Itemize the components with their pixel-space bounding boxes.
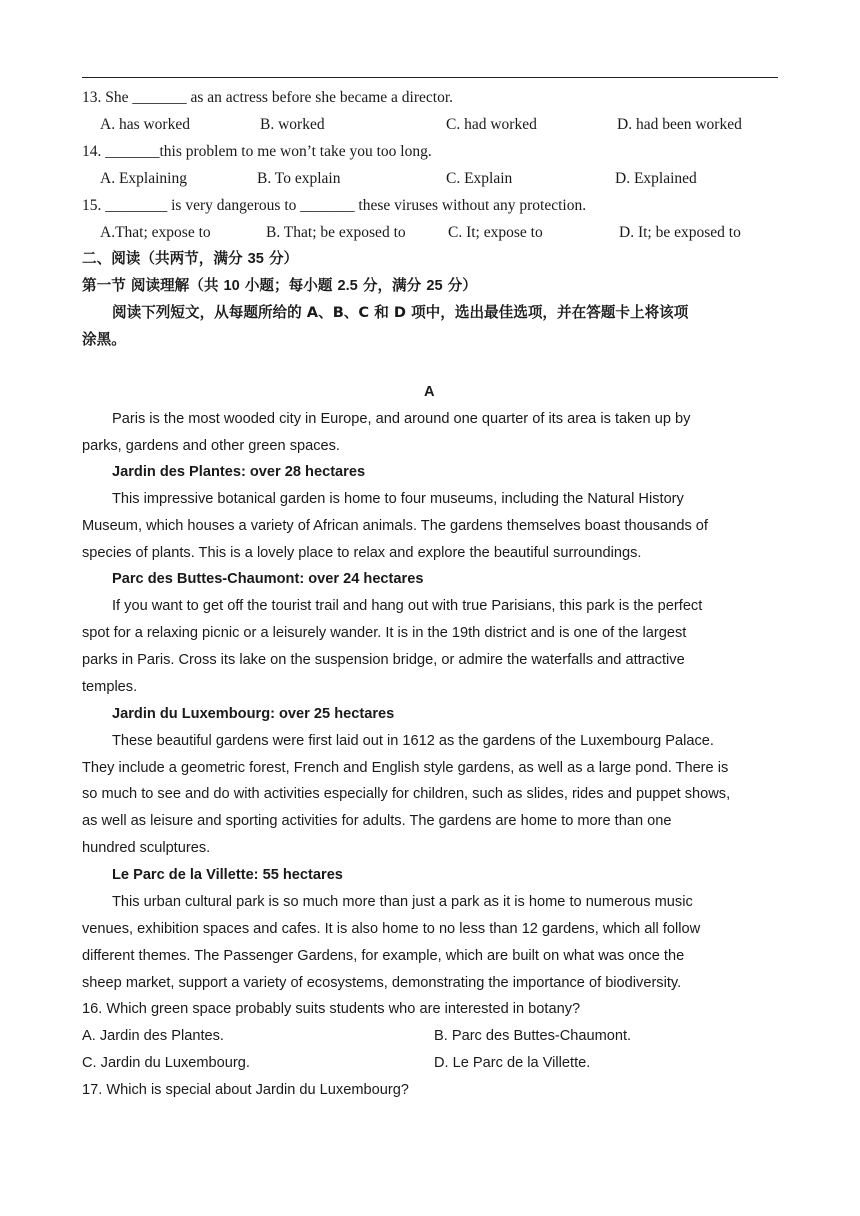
park3-line-5: hundred sculptures. <box>82 840 211 856</box>
park2-line-2: spot for a relaxing picnic or a leisurely wander. It is in the 19th district and is one of the largest <box>82 625 687 641</box>
park-title-la-villette: Le Parc de la Villette: 55 hectares <box>112 867 343 883</box>
park3-line-1: These beautiful gardens were first laid out in 1612 as the gardens of the Luxembourg Palace. <box>112 733 714 749</box>
q14-stem: 14. _______this problem to me won’t take you too long. <box>82 143 432 160</box>
park4-line-3: different themes. The Passenger Gardens, for example, which are built on what was once the <box>82 948 685 964</box>
park3-line-3: so much to see and do with activities especially for children, such as slides, rides and puppet shows, <box>82 786 731 802</box>
park-title-jardin-des-plantes: Jardin des Plantes: over 28 hectares <box>112 464 366 480</box>
intro-line-1: Paris is the most wooded city in Europe, and around one quarter of its area is taken up by <box>112 411 691 427</box>
park4-line-1: This urban cultural park is so much more than just a park as it is home to numerous music <box>112 894 693 910</box>
q15-stem: 15. ________ is very dangerous to _______ these viruses without any protection. <box>82 197 587 214</box>
q13-options <box>100 114 780 136</box>
instruction-line-1: 阅读下列短文，从每题所给的 A、B、C 和 D 项中，选出最佳选项，并在答题卡上将该项 <box>112 304 689 321</box>
q14-option-a[interactable]: A. Explaining <box>100 170 187 187</box>
header-rule <box>82 77 778 78</box>
q15-option-d[interactable]: D. It; be exposed to <box>619 224 741 241</box>
park3-line-4: as well as leisure and sporting activities for adults. The gardens are home to more than one <box>82 813 672 829</box>
q13-option-b[interactable]: B. worked <box>260 116 325 133</box>
q16-option-d[interactable]: D. Le Parc de la Villette. <box>434 1055 591 1071</box>
q15-options <box>100 222 780 244</box>
q13-option-c[interactable]: C. had worked <box>446 116 537 133</box>
instruction-line-2: 涂黑。 <box>82 331 126 348</box>
park-title-luxembourg: Jardin du Luxembourg: over 25 hectares <box>112 706 395 722</box>
section2-heading: 二、阅读（共两节，满分 35 分） <box>82 250 299 267</box>
q16-option-b[interactable]: B. Parc des Buttes-Chaumont. <box>434 1028 632 1044</box>
q13-stem: 13. She _______ as an actress before she became a director. <box>82 89 454 106</box>
q13-option-d[interactable]: D. had been worked <box>617 116 742 133</box>
q14-option-d[interactable]: D. Explained <box>615 170 697 187</box>
park4-line-2: venues, exhibition spaces and cafes. It is also home to no less than 12 gardens, which all follow <box>82 921 701 937</box>
q14-option-b[interactable]: B. To explain <box>257 170 341 187</box>
q17-stem: 17. Which is special about Jardin du Luxembourg? <box>82 1082 409 1098</box>
park4-line-4: sheep market, support a variety of ecosystems, demonstrating the importance of biodiversity. <box>82 975 682 991</box>
q14-option-c[interactable]: C. Explain <box>446 170 513 187</box>
park2-line-3: parks in Paris. Cross its lake on the suspension bridge, or admire the waterfalls and attractive <box>82 652 685 668</box>
q16-option-c[interactable]: C. Jardin du Luxembourg. <box>82 1055 250 1071</box>
park2-line-1: If you want to get off the tourist trail and hang out with true Parisians, this park is the perfect <box>112 598 703 614</box>
q15-option-c[interactable]: C. It; expose to <box>448 224 543 241</box>
q14-options <box>100 168 780 190</box>
q16-option-a[interactable]: A. Jardin des Plantes. <box>82 1028 224 1044</box>
part1-heading: 第一节 阅读理解（共 10 小题；每小题 2.5 分，满分 25 分） <box>82 277 477 294</box>
q13-option-a[interactable]: A. has worked <box>100 116 190 133</box>
intro-line-2: parks, gardens and other green spaces. <box>82 438 340 454</box>
park1-line-2: Museum, which houses a variety of African animals. The gardens themselves boast thousands of <box>82 518 708 534</box>
park3-line-2: They include a geometric forest, French and English style gardens, as well as a large pond. There is <box>82 760 729 776</box>
q16-stem: 16. Which green space probably suits students who are interested in botany? <box>82 1001 581 1017</box>
q15-option-a[interactable]: A.That; expose to <box>100 224 211 241</box>
park-title-buttes-chaumont: Parc des Buttes-Chaumont: over 24 hectares <box>112 571 424 587</box>
park1-line-3: species of plants. This is a lovely place to relax and explore the beautiful surroundings. <box>82 545 642 561</box>
q15-option-b[interactable]: B. That; be exposed to <box>266 224 406 241</box>
park1-line-1: This impressive botanical garden is home to four museums, including the Natural History <box>112 491 684 507</box>
park2-line-4: temples. <box>82 679 138 695</box>
passage-label: A <box>424 384 435 400</box>
